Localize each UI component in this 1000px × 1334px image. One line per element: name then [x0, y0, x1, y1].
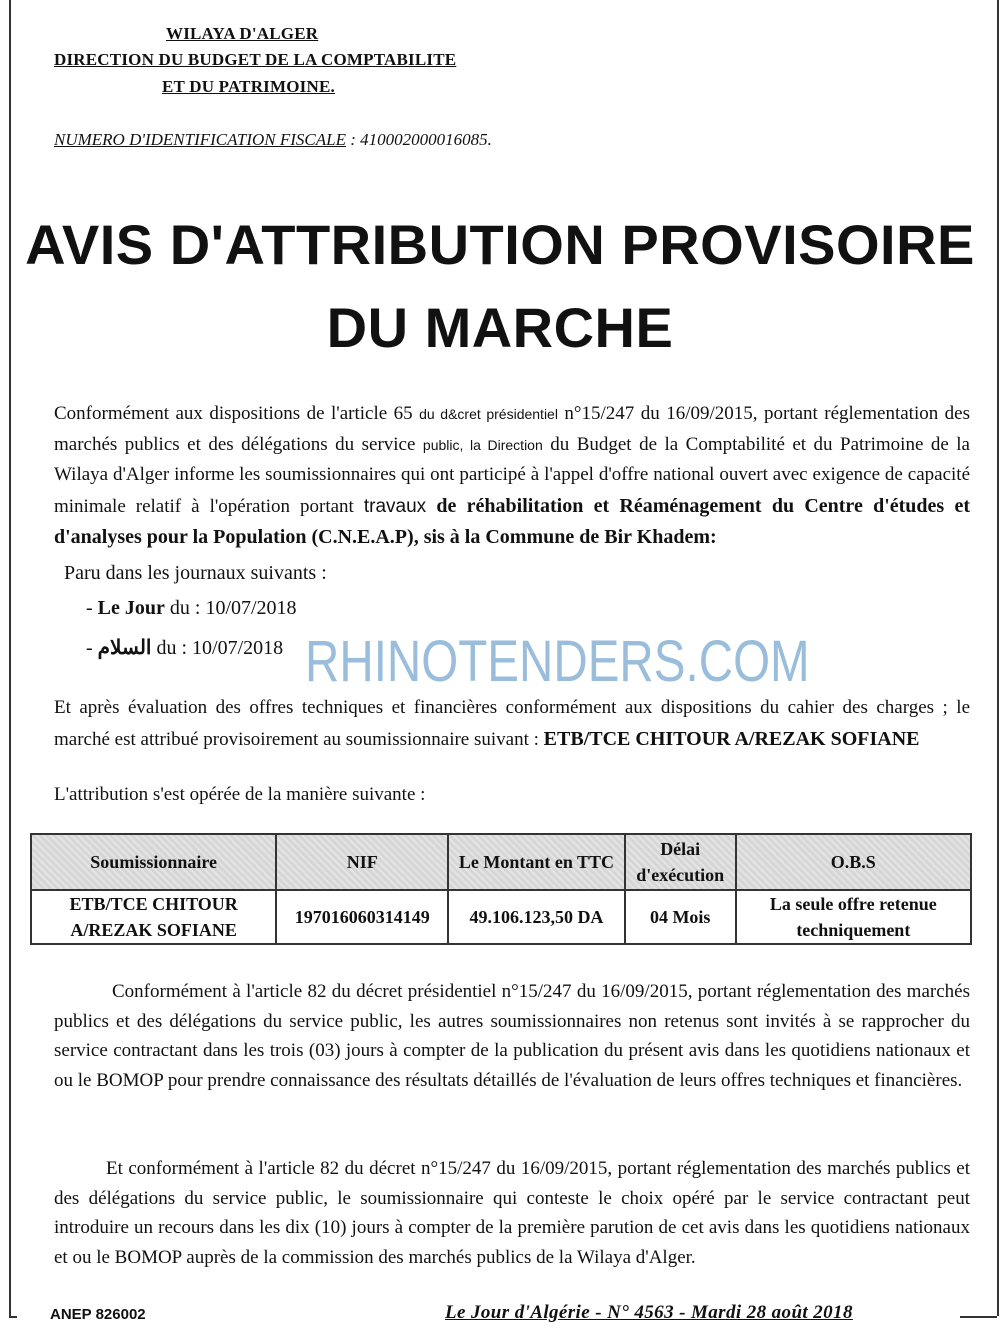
intro-text-3: n°15/247 du 16/09/2015, portant réglementation des marchés publics et des délégations du service: [54, 403, 971, 455]
footer-rule-right: [960, 1316, 997, 1318]
fiscal-id-value: : 410002000016085.: [346, 130, 492, 149]
footer-rule-left: [9, 1316, 17, 1318]
footer-publication: Le Jour d'Algérie - N° 4563 - Mardi 28 août 2018: [445, 1302, 853, 1323]
fiscal-id: [54, 130, 492, 150]
notice-title-line1: AVIS D'ATTRIBUTION PROVISOIRE: [25, 213, 975, 276]
evaluation-text: Et après évaluation des offres techniques et financières conformément aux dispositions du cahier des charges ; le marché est attribué provisoirement au soumissionnaire suivant :: [54, 697, 970, 750]
intro-text-5: du Budget de la Comptabilité et du Patrimoine de la Wilaya d'Alger informe les soumissionnaires qui ont participé à l'appel d'offre national ouvert avec exigence de capacité minimale relatif à l'opération portant: [54, 433, 970, 517]
winner-name: ETB/TCE CHITOUR A/REZAK SOFIANE: [543, 727, 920, 750]
intro-project-name: de réhabilitation et Réaménagement du Centre d'études et d'analyses pour la Population (C.N.E.A.P), sis à la Commune de Bir Khadem:: [54, 494, 970, 548]
notice-title-line2: DU MARCHE: [326, 296, 674, 359]
column-header: O.B.S: [736, 834, 971, 890]
journal-name: Le Jour: [97, 597, 165, 619]
header-direction: DIRECTION DU BUDGET DE LA COMPTABILITE: [54, 50, 457, 69]
journal-date: du : 10/07/2018: [151, 637, 284, 659]
attribution-intro: L'attribution s'est opérée de la manière suivante :: [54, 784, 426, 805]
journal-item: [86, 635, 283, 660]
cell-delay: 04 Mois: [625, 890, 736, 944]
footer-anep-ref: ANEP 826002: [50, 1306, 146, 1323]
journal-date: du : 10/07/2018: [164, 597, 297, 619]
table-header-row: [31, 834, 971, 890]
cell-obs: La seule offre retenue techniquement: [736, 890, 971, 944]
journal-name: السلام: [97, 637, 152, 659]
header-wilaya: WILAYA D'ALGER: [166, 24, 319, 43]
watermark: RHINOTENDERS.COM: [305, 629, 810, 694]
attribution-table: [30, 833, 972, 945]
column-header: Le Montant en TTC: [448, 834, 625, 890]
table-row: [31, 890, 971, 944]
journals-intro: Paru dans les journaux suivants :: [64, 562, 327, 584]
intro-text-2: du d&cret présidentiel: [419, 406, 558, 422]
cell-amount: 49.106.123,50 DA: [448, 890, 625, 944]
journal-item: [86, 597, 297, 620]
cell-bidder: ETB/TCE CHITOUR A/REZAK SOFIANE: [31, 890, 276, 944]
fiscal-id-label: NUMERO D'IDENTIFICATION FISCALE: [54, 130, 346, 149]
cell-nif: 197016060314149: [276, 890, 448, 944]
intro-paragraph: [54, 399, 970, 554]
article82-paragraph-2: Et conformément à l'article 82 du décret n°15/247 du 16/09/2015, portant réglementation des marchés publics et des délégations du service public, le soumissionnaire qui conteste le choix opéré par le service contractant peut introduire un recours dans les dix (10) jours à compter de la première parution de cet avis dans les quotidiens nationaux et ou le BOMOP auprès de la commission des marchés publics de la Wilaya d'Alger.: [54, 1158, 970, 1268]
header-patrimoine: ET DU PATRIMOINE.: [162, 77, 335, 96]
column-header: Délai d'exécution: [625, 834, 736, 890]
column-header: Soumissionnaire: [31, 834, 276, 890]
column-header: NIF: [276, 834, 448, 890]
article82-paragraph-1: Conformément à l'article 82 du décret présidentiel n°15/247 du 16/09/2015, portant réglementation des marchés publics et des délégations du service public, les autres soumissionnaires non retenus sont invités à se rapprocher du service contractant dans les trois (03) jours à compter de la publication du présent avis dans les quotidiens nationaux et ou le BOMOP pour prendre connaissance des résultats détaillés de l'évaluation de leurs offres techniques et financières.: [54, 981, 970, 1091]
intro-text-6: travaux: [363, 495, 427, 517]
evaluation-paragraph: [54, 693, 970, 755]
journal-bullet: -: [86, 637, 98, 659]
intro-text-1: Conformément aux dispositions de l'article 65: [54, 403, 420, 424]
journal-bullet: -: [86, 597, 98, 619]
intro-text-4: public, la Direction: [422, 436, 543, 453]
